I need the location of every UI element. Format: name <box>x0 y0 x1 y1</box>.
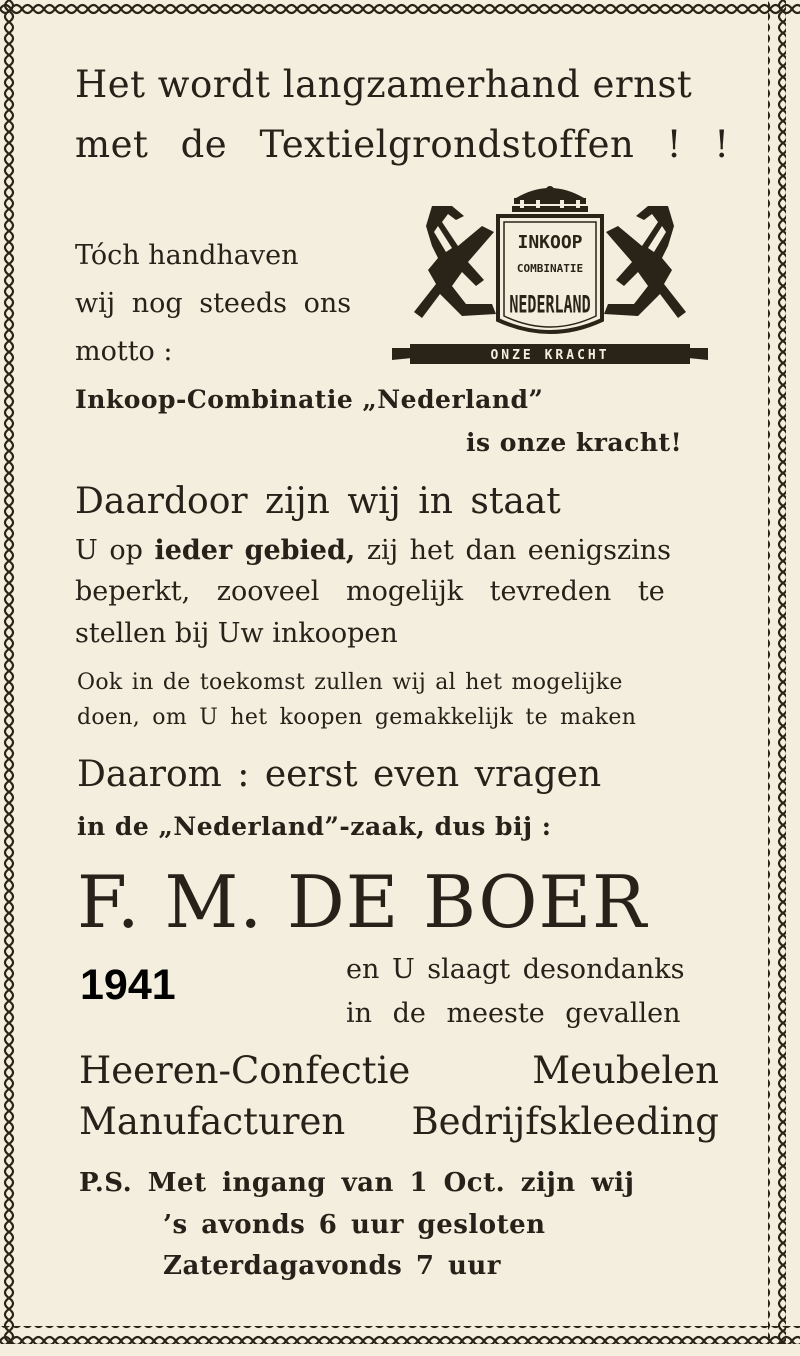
year-label: 1941 <box>80 961 176 1009</box>
section1-line-1-c: zij het dan eenigszins <box>355 535 672 566</box>
category-meubelen: Meubelen <box>532 1049 719 1092</box>
intro-line-2: wij nog steeds ons <box>75 288 352 319</box>
logo-ribbon-text: ONZE KRACHT <box>490 348 610 363</box>
headline-line-2: met de Textielgrondstoffen ! ! <box>75 123 730 166</box>
section1-line-5: doen, om U het koopen gemakkelijk te maken <box>77 705 637 730</box>
categories-row-1 <box>79 1049 719 1092</box>
category-manufacturen: Manufacturen <box>79 1100 346 1143</box>
section1-line-1 <box>75 537 718 564</box>
left-lion-icon <box>414 206 496 318</box>
headline-line-1 <box>75 63 715 106</box>
store-name: F. M. DE BOER <box>77 860 648 944</box>
ps-line-3: Zaterdagavonds 7 uur <box>163 1251 501 1281</box>
motto-line-1: Inkoop-Combinatie „Nederland” <box>75 385 544 414</box>
section2-heading: Daarom : eerst even vragen <box>77 754 602 795</box>
motto-line-2: is onze kracht! <box>466 428 683 457</box>
category-bedrijfskleeding: Bedrijfskleeding <box>411 1100 719 1143</box>
ps-line-2: ’s avonds 6 uur gesloten <box>163 1210 546 1240</box>
section1-line-3: stellen bij Uw inkoopen <box>75 618 398 649</box>
intro-line-3: motto : <box>75 336 173 367</box>
section1-line-1-b: ieder gebied, <box>154 535 356 566</box>
logo-text-top: INKOOP <box>517 232 583 253</box>
intro-line-1: Tóch handhaven <box>75 240 299 271</box>
categories-row-2 <box>79 1100 719 1143</box>
section1-line-1-a: U op <box>75 535 155 566</box>
section2-subline: in de „Nederland”-zaak, dus bij : <box>77 812 552 841</box>
right-lion-icon <box>604 206 686 318</box>
store-tagline-1: en U slaagt desondanks <box>346 954 685 985</box>
logo-text-bottom: NEDERLAND <box>509 289 591 319</box>
section1-line-2: beperkt, zooveel mogelijk tevreden te <box>75 576 665 607</box>
inkoop-combinatie-logo <box>392 186 708 378</box>
headline-text-1: Het wordt langzamerhand ernst <box>75 63 693 106</box>
section1-heading: Daardoor zijn wij in staat <box>75 481 561 522</box>
logo-text-middle: COMBINATIE <box>516 262 584 275</box>
category-heeren-confectie: Heeren-Confectie <box>79 1049 411 1092</box>
ps-line-1: P.S. Met ingang van 1 Oct. zijn wij <box>79 1168 635 1198</box>
section1-line-4: Ook in de toekomst zullen wij al het mogelijke <box>77 670 623 695</box>
store-tagline-2: in de meeste gevallen <box>346 998 681 1029</box>
crown-icon <box>512 186 588 212</box>
